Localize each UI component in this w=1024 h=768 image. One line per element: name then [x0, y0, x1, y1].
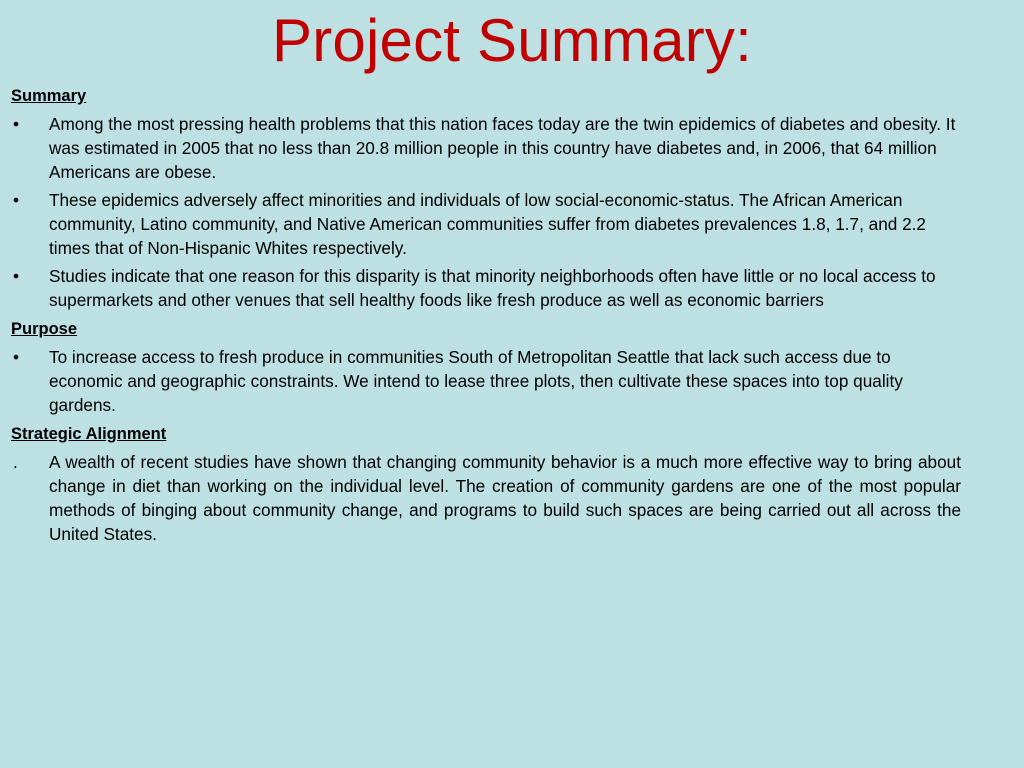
slide-content — [11, 83, 961, 550]
section-strategic-alignment — [11, 421, 961, 546]
section-summary — [11, 83, 961, 312]
bullet-marker: • — [13, 347, 20, 367]
section-purpose — [11, 316, 961, 417]
bullet-marker: • — [13, 266, 20, 286]
bullet-item — [11, 264, 961, 312]
bullet-item — [11, 345, 961, 417]
slide-title: Project Summary: — [272, 7, 752, 74]
bullet-text: These epidemics adversely affect minorities and individuals of low social-economic-status. The African American community, Latino community, and Native American communities suffer from diabetes prevalences 1.8, 1.7, and 2.2 times that of Non-Hispanic Whites respectively. — [49, 190, 926, 258]
bullet-item — [11, 188, 961, 260]
bullet-item — [11, 450, 961, 546]
bullet-text: Among the most pressing health problems that this nation faces today are the twin epidemics of diabetes and obesity. It was estimated in 2005 that no less than 20.8 million people in this country have diabetes and, in 2006, that 64 million Americans are obese. — [49, 114, 956, 182]
section-heading-strategic-alignment: Strategic Alignment — [11, 425, 167, 443]
bullet-item — [11, 112, 961, 184]
bullet-text: To increase access to fresh produce in communities South of Metropolitan Seattle that lack such access due to economic and geographic constraints. We intend to lease three plots, then cultivate these spaces into top quality gardens. — [49, 347, 903, 415]
bullet-text: A wealth of recent studies have shown that changing community behavior is a much more effective way to bring about change in diet than working on the individual level. The creation of community gardens are one of the most popular methods of binging about community change, and programs to build such spaces are being carried out all across the United States. — [49, 452, 961, 544]
section-heading-purpose: Purpose — [11, 320, 78, 338]
section-heading-summary: Summary — [11, 87, 87, 105]
bullet-marker: • — [13, 190, 20, 210]
bullet-marker: • — [13, 114, 20, 134]
bullet-text: Studies indicate that one reason for this disparity is that minority neighborhoods often have little or no local access to supermarkets and other venues that sell healthy foods like fresh produce as well as economic barriers — [49, 266, 936, 310]
bullet-marker: . — [13, 452, 18, 472]
